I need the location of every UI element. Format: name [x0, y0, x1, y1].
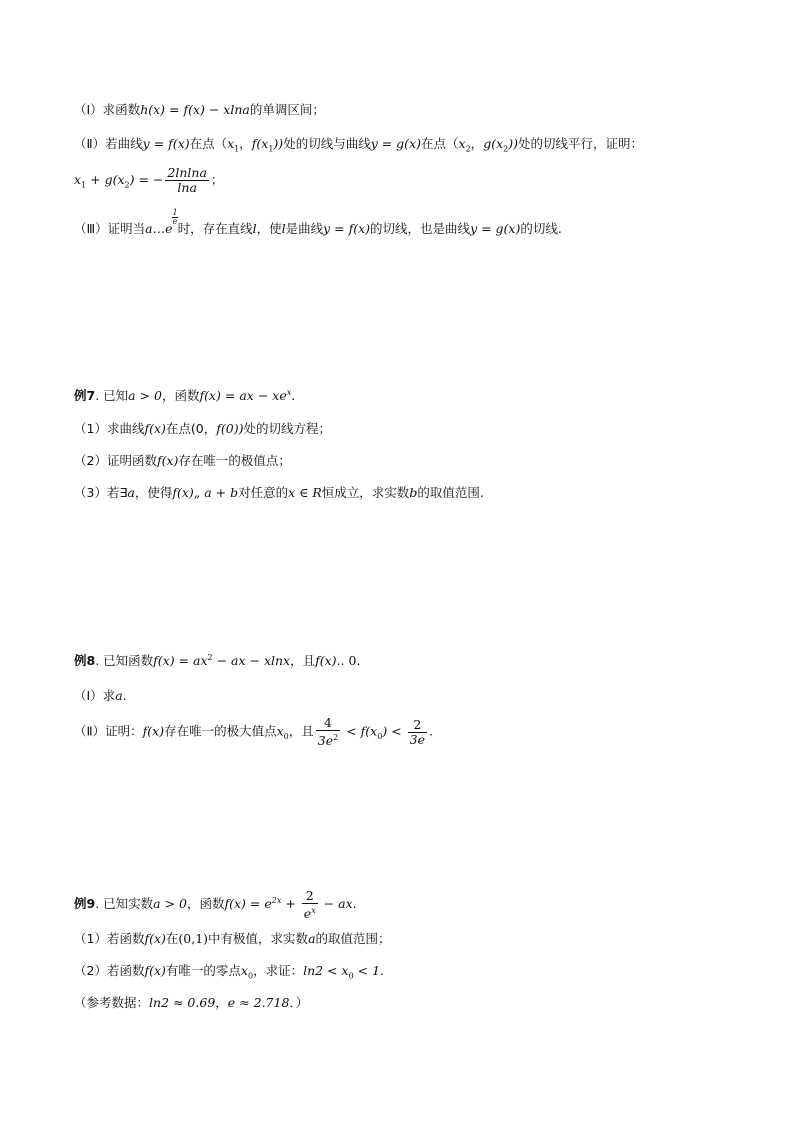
subscript: 0 — [247, 971, 254, 981]
superscript: 2x — [271, 896, 282, 905]
text: 的切线. — [520, 221, 562, 236]
text: . 已知实数 — [95, 896, 154, 912]
subscript: 0 — [283, 732, 289, 742]
math: y = f(x) — [142, 136, 190, 151]
example-7-question-1 — [74, 419, 331, 439]
math: f(x) = ax − xe — [199, 388, 287, 404]
subscript: 0 — [348, 971, 354, 981]
superscript: x — [286, 388, 292, 397]
text: ．） — [289, 995, 309, 1010]
example-9-question-2 — [74, 961, 384, 987]
text: 的取值范围. — [417, 485, 484, 500]
subscript: 2 — [124, 180, 130, 190]
fraction-numerator: 2 — [408, 718, 427, 733]
text: . — [352, 896, 357, 912]
math: x — [240, 963, 248, 978]
text: 的切线，也是曲线 — [370, 221, 471, 236]
math: y = g(x) — [370, 136, 421, 151]
exponent-denominator: e — [172, 217, 178, 226]
math: x ∈ R — [288, 485, 322, 500]
math: 0 — [344, 653, 357, 669]
text: （Ⅱ）若曲线 — [74, 136, 143, 151]
text: ，且 — [288, 723, 314, 739]
text: （Ⅲ）证明当 — [74, 221, 146, 236]
text: 处的切线与曲线 — [283, 136, 371, 151]
text: 在 — [165, 931, 179, 946]
math: a > 0 — [128, 388, 162, 404]
math: l — [281, 221, 286, 236]
text: 处的切线方程； — [243, 421, 331, 436]
text: ，且 — [290, 653, 316, 669]
denominator-text: 3e — [317, 733, 334, 749]
text: ，求证： — [253, 963, 304, 978]
math: ln2 < x — [303, 963, 349, 978]
fraction-denominator — [302, 904, 318, 921]
math: f(x) — [142, 723, 165, 739]
text: ， — [215, 995, 228, 1010]
math: x — [74, 172, 82, 187]
text: 有唯一的零点 — [165, 963, 241, 978]
math: f(x) — [144, 963, 166, 978]
text: ，使 — [256, 221, 282, 236]
math: g(x — [483, 136, 504, 151]
math: y = g(x) — [470, 221, 521, 236]
math: a — [115, 688, 123, 703]
fraction-denominator: 3e — [409, 731, 425, 747]
part1-item-1 — [74, 100, 325, 120]
math: + — [281, 896, 300, 912]
math: x — [276, 723, 284, 739]
math: x — [458, 136, 466, 151]
example-label: 例7 — [74, 388, 96, 404]
math: + g(x — [86, 172, 125, 187]
math: ln2 ≈ 0.69 — [149, 995, 216, 1010]
text: （Ⅰ）求函数 — [74, 102, 141, 117]
part1-item-3 — [74, 166, 223, 200]
text: 中有极值，求实数 — [208, 931, 309, 946]
text: . 已知函数 — [95, 653, 154, 669]
math: f(0)) — [216, 421, 244, 436]
fraction-denominator: lna — [177, 180, 197, 195]
subscript: 1 — [234, 144, 240, 154]
text: ，函数 — [161, 388, 200, 404]
text: . 已知 — [95, 388, 129, 404]
exponent-numerator: 1 — [172, 208, 178, 217]
text: 在点(0， — [165, 421, 217, 436]
text: ，使得 — [134, 485, 173, 500]
math: f(x — [251, 136, 269, 151]
text: . — [428, 723, 433, 739]
text: . — [380, 963, 385, 978]
text: 时，存在直线 — [177, 221, 253, 236]
math-symbol: „ — [193, 485, 201, 500]
math: a — [127, 485, 135, 500]
part1-item-2 — [74, 134, 643, 160]
math: e ≈ 2.718 — [227, 995, 290, 1010]
text: ； — [210, 172, 224, 187]
example-label: 例8 — [74, 653, 96, 669]
text: （1）若函数 — [74, 931, 145, 946]
text: 是曲线 — [285, 221, 324, 236]
superscript: 2 — [333, 733, 339, 742]
text: （1）求曲线 — [74, 421, 145, 436]
example-8-heading — [74, 648, 360, 671]
text: （Ⅱ）证明： — [74, 723, 143, 739]
math: f(x) — [156, 453, 179, 468]
fraction-numerator: 2lnlna — [167, 165, 207, 180]
text: （参考数据： — [74, 995, 150, 1010]
text: 的取值范围； — [315, 931, 391, 946]
subscript: 1 — [268, 144, 274, 154]
math: x — [227, 136, 235, 151]
subscript: 2 — [503, 144, 509, 154]
math: y = f(x) — [323, 221, 371, 236]
text: 在点（ — [189, 136, 228, 151]
text: 存在唯一的极大值点 — [164, 723, 277, 739]
fraction-numerator: 4 — [316, 716, 340, 731]
math: a — [145, 221, 153, 236]
example-8-question-2 — [74, 716, 433, 752]
text: . — [122, 688, 127, 703]
text: 存在唯一的极值点； — [178, 453, 291, 468]
math: − ax — [319, 896, 353, 912]
fraction — [165, 166, 209, 195]
exponent-fraction — [172, 209, 177, 226]
text: 在点（ — [421, 136, 459, 151]
text: 恒成立，求实数 — [321, 485, 410, 500]
math: f(x) — [315, 653, 337, 669]
text: 处的切线平行，证明： — [517, 136, 643, 151]
math: a + b — [200, 485, 239, 500]
subscript: 2 — [465, 144, 471, 154]
part1-item-4 — [74, 208, 562, 239]
math: )) — [508, 136, 518, 151]
text: ， — [239, 136, 252, 151]
math: (0,1) — [178, 931, 209, 946]
subscript: 0 — [377, 732, 383, 742]
text: . — [356, 653, 361, 669]
superscript: 2 — [207, 653, 213, 662]
math: f(x) — [144, 931, 166, 946]
math: < 1 — [353, 963, 381, 978]
math: f(x) — [172, 485, 194, 500]
reference-data-note — [74, 993, 308, 1013]
example-7-question-3 — [74, 483, 484, 503]
math: a — [308, 931, 316, 946]
math: ) < — [382, 723, 406, 739]
math: < f(x — [342, 723, 378, 739]
math-symbol: … — [152, 221, 166, 236]
text: （Ⅰ）求 — [74, 688, 116, 703]
math: l — [252, 221, 257, 236]
subscript: 1 — [81, 180, 87, 190]
superscript: x — [311, 905, 316, 915]
fraction — [408, 718, 427, 747]
math: f(x) = ax — [153, 653, 208, 669]
math: b — [409, 485, 418, 500]
text: 对任意的 — [238, 485, 289, 500]
example-7-question-2 — [74, 451, 291, 471]
text: （2）若函数 — [74, 963, 145, 978]
math-symbol: .. — [336, 653, 345, 669]
text: （3）若∃ — [74, 485, 128, 500]
fraction-denominator — [316, 731, 340, 748]
example-9-question-1 — [74, 929, 391, 949]
math: ) = − — [129, 172, 164, 187]
example-7-heading — [74, 383, 295, 406]
example-8-question-1 — [74, 686, 127, 706]
math: h(x) = f(x) − xlna — [140, 102, 250, 117]
text: ，函数 — [186, 896, 225, 912]
math: f(x) — [144, 421, 166, 436]
denominator-text: e — [303, 905, 312, 921]
fraction — [302, 889, 318, 921]
math: f(x) = e — [224, 896, 272, 912]
math: )) — [273, 136, 284, 151]
text: 的单调区间； — [249, 102, 325, 117]
math: − ax − xlnx — [212, 653, 291, 669]
example-9-heading — [74, 886, 357, 921]
text: . — [291, 388, 296, 404]
text: （2）证明函数 — [74, 453, 157, 468]
math: e — [165, 221, 173, 236]
fraction — [316, 716, 340, 748]
text: ， — [470, 136, 484, 151]
example-label: 例9 — [74, 896, 96, 912]
math: a > 0 — [153, 896, 187, 912]
fraction-numerator: 2 — [302, 889, 318, 904]
